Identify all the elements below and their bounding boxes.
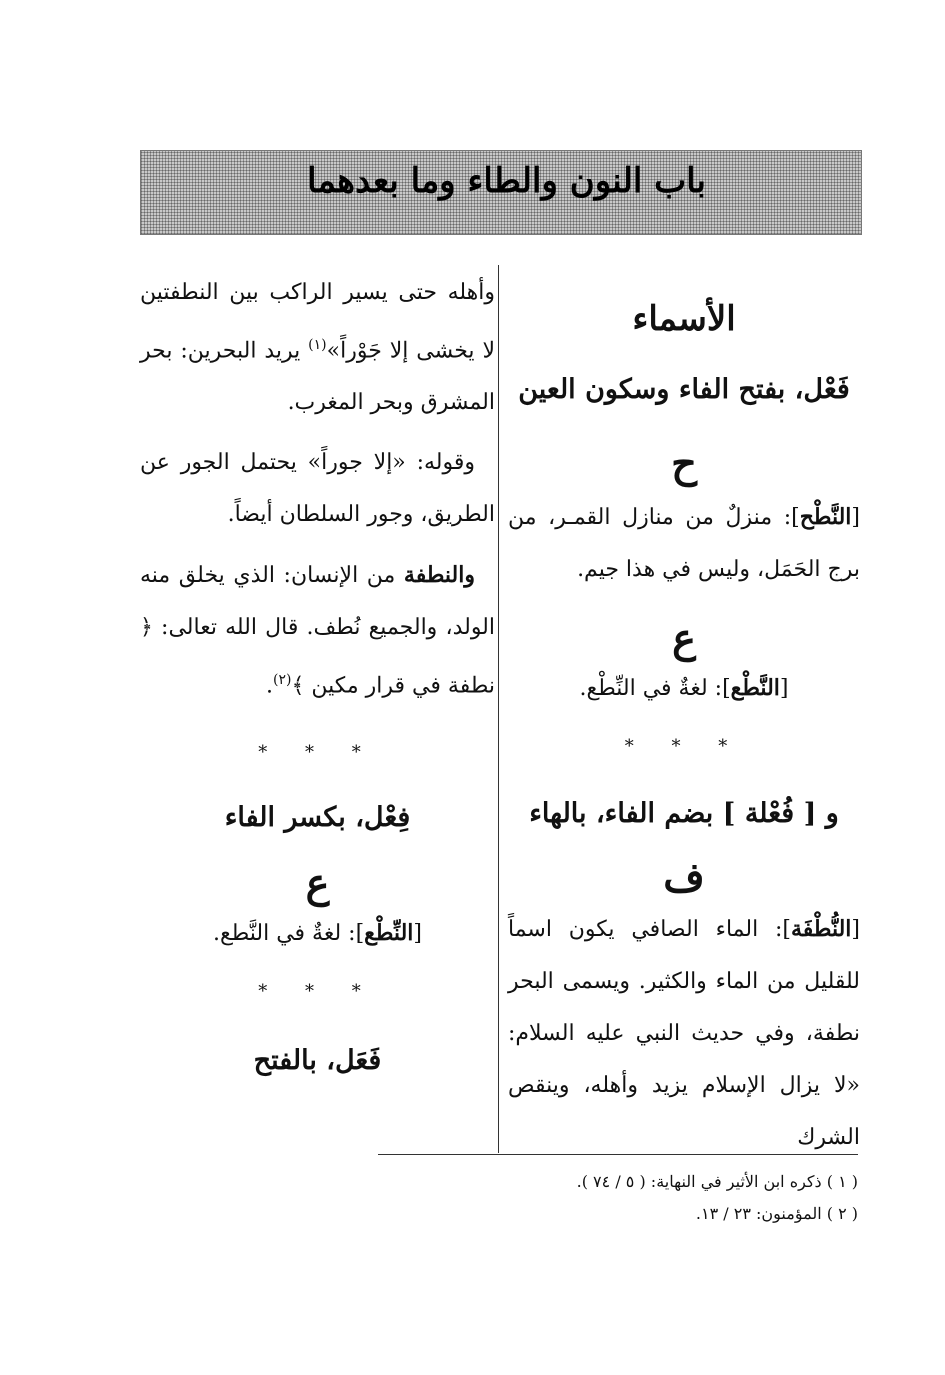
entry-text: ]: لغةٌ في النِّطْع. [579, 676, 731, 701]
entry-nit3: [النِّطْع]: لغةٌ في النَّطع. [213, 919, 422, 946]
separator-stars: * * * [258, 741, 377, 763]
right-column [508, 265, 860, 1164]
paragraph-hadith-end [140, 267, 495, 429]
heading-fi3l-kasr: فِعْل، بكسر الفاء [224, 801, 411, 833]
footnote-ref: (٢) [273, 672, 292, 689]
footnote-ref: (١) [308, 337, 327, 353]
entry-natah: [النَّطْح]: منزلٌ من منازل القمـر، من برج الحَمَل، وليس في هذا جيم. [508, 504, 860, 582]
footnote-2: ( ٢ ) المؤمنون: ٢٣ / ١٣. [695, 1204, 858, 1223]
entry-nutfa: [النُّطْفَة]: الماء الصافي يكون اسماً للقليل من الماء والكثير. ويسمى البحر نطفة، وفي حديث النبي عليه السلام: «لا يزال الإسلام يزيد وأهله، وينقص الشرك [508, 916, 860, 1150]
left-column [140, 265, 495, 1084]
paragraph-text: من الإنسان: الذي يخلق منه الولد، والجميع نُطف. قال الله تعالى: ﴿ نطفة في قرار مكين ﴾ [140, 563, 495, 699]
entry-term: النِّطْع [364, 919, 414, 946]
heading-fa3l-fath: فَعْل، بفتح الفاء وسكون العين [518, 374, 850, 405]
paragraph-jawr: وقوله: «إلا جوراً» يحتمل الجور عن الطريق، وجور السلطان أيضاً. [140, 450, 495, 528]
heading-fu3la: و [ فُعْلة ] بضم الفاء، بالهاء [529, 798, 839, 829]
paragraph-text: يريد البحرين: بحر المشرق وبحر المغرب. [140, 338, 495, 416]
letter-fa: ف [663, 854, 705, 901]
letter-ain: ع [672, 615, 696, 662]
entry-text: ]: الماء الصافي يكون اسماً للقليل من الماء والكثير. ويسمى البحر نطفة، وفي حديث النبي عليه السلام: «لا يزال الإسلام يزيد وأهله، وينقص الشرك [508, 917, 860, 1150]
letter-ha: ح [671, 440, 697, 487]
entry-nat3: [النَّطْع]: لغةٌ في النِّطْع. [579, 675, 789, 701]
footnotes [380, 1166, 858, 1230]
entry-text: ]: لغةٌ في النَّطع. [213, 920, 365, 946]
letter-ain: ع [305, 859, 330, 907]
footnote-1: ( ١ ) ذكره ابن الأثير في النهاية: ( ٥ / ٧٤ ). [576, 1172, 858, 1191]
entry-term: النُّطْفَة [790, 916, 852, 942]
chapter-title: باب النون والطاء وما بعدهما [307, 161, 706, 201]
footnote-rule [378, 1154, 858, 1155]
column-divider [498, 265, 499, 1153]
entry-text: ]: منزلٌ من منازل القمـر، من برج الحَمَل، وليس في هذا جيم. [508, 505, 860, 582]
section-title: الأسماء [632, 299, 736, 339]
paragraph-term: والنطفة [403, 562, 475, 589]
entry-term: النَّطْح [799, 504, 852, 530]
paragraph-text: وأهله حتى يسير الراكب بين النطفتين لا يخشى إلا جَوْراً» [140, 280, 495, 364]
paragraph-nutfa-human: والنطفة من الإنسان: الذي يخلق منه الولد، والجميع نُطف. قال الله تعالى: ﴿ نطفة في قرار مكين ﴾$^{(٢)}$. [140, 562, 495, 699]
chapter-banner [140, 150, 862, 235]
separator-stars: * * * [258, 980, 377, 1002]
entry-term: النَّطْع [730, 675, 780, 701]
separator-stars: * * * [624, 736, 744, 757]
heading-fa3al-fath: فَعَل، بالفتح [253, 1044, 382, 1076]
